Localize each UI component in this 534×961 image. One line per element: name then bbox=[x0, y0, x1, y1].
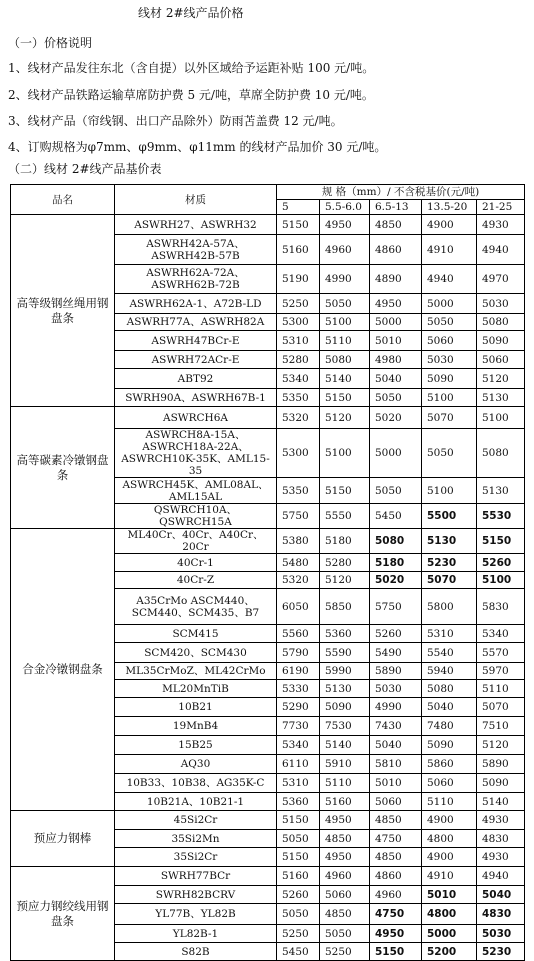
price-cell: 5120 bbox=[477, 736, 525, 755]
price-cell: 6190 bbox=[277, 663, 320, 680]
price-cell: 5040 bbox=[477, 886, 525, 904]
price-cell: 5230 bbox=[477, 943, 525, 961]
price-cell: 5130 bbox=[477, 389, 525, 407]
price-cell: 5310 bbox=[422, 625, 477, 643]
price-cell: 5150 bbox=[277, 215, 320, 235]
price-cell: 5970 bbox=[477, 663, 525, 680]
price-cell: 5120 bbox=[477, 369, 525, 389]
price-cell: 5150 bbox=[277, 848, 320, 867]
material-cell: SWRH77BCr bbox=[115, 867, 277, 886]
price-cell: 5110 bbox=[422, 793, 477, 811]
price-cell: 5090 bbox=[477, 774, 525, 793]
price-cell: 5230 bbox=[422, 554, 477, 572]
price-cell: 5000 bbox=[422, 294, 477, 314]
price-cell: 5180 bbox=[370, 554, 422, 572]
price-cell: 5330 bbox=[277, 680, 320, 698]
material-cell: ABT92 bbox=[115, 369, 277, 389]
price-cell: 5070 bbox=[422, 572, 477, 589]
material-cell: 10B33、10B38、AG35K-C bbox=[115, 774, 277, 793]
price-cell: 5290 bbox=[277, 698, 320, 717]
price-cell: 5060 bbox=[320, 886, 370, 904]
price-cell: 5070 bbox=[422, 407, 477, 429]
price-cell: 4850 bbox=[370, 811, 422, 830]
price-cell: 4940 bbox=[477, 235, 525, 265]
price-cell: 5120 bbox=[320, 407, 370, 429]
price-cell: 5050 bbox=[320, 294, 370, 314]
price-cell: 5300 bbox=[277, 429, 320, 478]
price-cell: 5060 bbox=[370, 793, 422, 811]
price-cell: 5260 bbox=[277, 886, 320, 904]
price-cell: 4850 bbox=[370, 215, 422, 235]
material-cell: ML35CrMoZ、ML42CrMo bbox=[115, 663, 277, 680]
price-cell: 5040 bbox=[370, 736, 422, 755]
material-cell: AQ30 bbox=[115, 755, 277, 774]
price-cell: 5380 bbox=[277, 529, 320, 554]
material-cell: YL77B、YL82B bbox=[115, 904, 277, 925]
material-cell: 40Cr-1 bbox=[115, 554, 277, 572]
price-cell: 4850 bbox=[320, 904, 370, 925]
price-cell: 5830 bbox=[477, 589, 525, 625]
price-cell: 5990 bbox=[320, 663, 370, 680]
price-cell: 5850 bbox=[320, 589, 370, 625]
material-cell: ASWRH62A-72A、ASWRH62B-72B bbox=[115, 265, 277, 294]
price-cell: 5340 bbox=[277, 736, 320, 755]
price-cell: 5050 bbox=[277, 830, 320, 848]
header-spec: 6.5-13 bbox=[370, 200, 422, 215]
price-cell: 5030 bbox=[422, 351, 477, 369]
material-cell: 35Si2Cr bbox=[115, 848, 277, 867]
material-cell: ML20MnTiB bbox=[115, 680, 277, 698]
material-cell: SCM420、SCM430 bbox=[115, 643, 277, 663]
price-cell: 4800 bbox=[422, 904, 477, 925]
price-cell: 4850 bbox=[320, 830, 370, 848]
price-cell: 5030 bbox=[477, 294, 525, 314]
price-cell: 4940 bbox=[477, 867, 525, 886]
price-cell: 4960 bbox=[370, 886, 422, 904]
price-cell: 5300 bbox=[277, 314, 320, 331]
material-cell: 10B21A、10B21-1 bbox=[115, 793, 277, 811]
material-cell: QSWRCH10A、QSWRCH15A bbox=[115, 504, 277, 529]
price-cell: 5090 bbox=[477, 331, 525, 351]
price-cell: 5060 bbox=[477, 351, 525, 369]
price-cell: 5130 bbox=[422, 529, 477, 554]
price-cell: 4950 bbox=[320, 848, 370, 867]
material-cell: ASWRH77A、ASWRH82A bbox=[115, 314, 277, 331]
price-cell: 6110 bbox=[277, 755, 320, 774]
table-row bbox=[11, 867, 525, 886]
price-cell: 5340 bbox=[477, 625, 525, 643]
price-cell: 5130 bbox=[477, 478, 525, 504]
price-cell: 7730 bbox=[277, 717, 320, 736]
price-cell: 5020 bbox=[370, 407, 422, 429]
price-cell: 4950 bbox=[320, 215, 370, 235]
table-row bbox=[11, 529, 525, 554]
price-cell: 4910 bbox=[422, 235, 477, 265]
price-note-4: 4、订购规格为φ7mm、φ9mm、φ11mm 的线材产品加价 30 元/吨。 bbox=[8, 140, 387, 154]
doc-title: 线材 2#线产品价格 bbox=[138, 6, 244, 20]
section-heading-price-table: （二）线材 2#线产品基价表 bbox=[8, 162, 162, 176]
price-cell: 5060 bbox=[422, 774, 477, 793]
price-cell: 5050 bbox=[370, 389, 422, 407]
price-cell: 5790 bbox=[277, 643, 320, 663]
price-cell: 5250 bbox=[277, 925, 320, 943]
table-row bbox=[11, 407, 525, 429]
price-cell: 4930 bbox=[477, 848, 525, 867]
price-cell: 4860 bbox=[370, 867, 422, 886]
price-cell: 5080 bbox=[422, 680, 477, 698]
price-cell: 5060 bbox=[422, 331, 477, 351]
price-cell: 5010 bbox=[422, 886, 477, 904]
price-cell: 7480 bbox=[422, 717, 477, 736]
header-spec-group: 规 格（mm）/ 不含税基价(元/吨) bbox=[277, 185, 525, 200]
price-cell: 5150 bbox=[477, 529, 525, 554]
price-cell: 4750 bbox=[370, 830, 422, 848]
category-cell: 预应力钢棒 bbox=[11, 811, 115, 867]
material-cell: 45Si2Cr bbox=[115, 811, 277, 830]
price-cell: 5160 bbox=[320, 793, 370, 811]
price-cell: 5750 bbox=[370, 589, 422, 625]
price-cell: 4950 bbox=[370, 294, 422, 314]
price-cell: 4980 bbox=[370, 351, 422, 369]
price-cell: 5190 bbox=[277, 265, 320, 294]
price-cell: 5550 bbox=[320, 504, 370, 529]
material-cell: 19MnB4 bbox=[115, 717, 277, 736]
material-cell: ASWRH27、ASWRH32 bbox=[115, 215, 277, 235]
price-cell: 5860 bbox=[422, 755, 477, 774]
price-cell: 7530 bbox=[320, 717, 370, 736]
header-name: 品名 bbox=[11, 185, 115, 215]
price-cell: 5080 bbox=[477, 429, 525, 478]
price-cell: 4830 bbox=[477, 830, 525, 848]
material-cell: ASWRH62A-1、A72B-LD bbox=[115, 294, 277, 314]
price-cell: 5150 bbox=[320, 389, 370, 407]
price-cell: 5100 bbox=[422, 478, 477, 504]
price-cell: 5160 bbox=[277, 235, 320, 265]
price-cell: 5450 bbox=[277, 943, 320, 961]
price-cell: 5050 bbox=[422, 314, 477, 331]
price-cell: 5080 bbox=[477, 314, 525, 331]
material-cell: 35Si2Mn bbox=[115, 830, 277, 848]
header-spec: 5 bbox=[277, 200, 320, 215]
price-cell: 5530 bbox=[477, 504, 525, 529]
material-cell: ASWRH47BCr-E bbox=[115, 331, 277, 351]
price-cell: 5000 bbox=[422, 925, 477, 943]
price-cell: 4950 bbox=[370, 925, 422, 943]
price-cell: 5030 bbox=[477, 925, 525, 943]
material-cell: ASWRCH6A bbox=[115, 407, 277, 429]
price-cell: 5050 bbox=[320, 925, 370, 943]
price-cell: 5000 bbox=[370, 429, 422, 478]
price-cell: 5100 bbox=[477, 407, 525, 429]
header-material: 材质 bbox=[115, 185, 277, 215]
price-cell: 5590 bbox=[320, 643, 370, 663]
price-cell: 7510 bbox=[477, 717, 525, 736]
price-cell: 5150 bbox=[320, 478, 370, 504]
price-cell: 5110 bbox=[320, 331, 370, 351]
price-cell: 5180 bbox=[320, 529, 370, 554]
price-cell: 5280 bbox=[320, 554, 370, 572]
category-cell: 高等级钢丝绳用钢盘条 bbox=[11, 215, 115, 407]
price-cell: 5100 bbox=[477, 572, 525, 589]
category-cell: 高等碳素冷镦钢盘条 bbox=[11, 407, 115, 529]
material-cell: A35CrMo ASCM440、SCM440、SCM435、B7 bbox=[115, 589, 277, 625]
price-cell: 4970 bbox=[477, 265, 525, 294]
material-cell: 40Cr-Z bbox=[115, 572, 277, 589]
price-cell: 5360 bbox=[277, 793, 320, 811]
price-cell: 5120 bbox=[320, 572, 370, 589]
price-cell: 5320 bbox=[277, 407, 320, 429]
price-cell: 5560 bbox=[277, 625, 320, 643]
price-cell: 5570 bbox=[477, 643, 525, 663]
price-cell: 4950 bbox=[320, 811, 370, 830]
price-cell: 5250 bbox=[320, 943, 370, 961]
price-cell: 5090 bbox=[422, 736, 477, 755]
material-cell: 10B21 bbox=[115, 698, 277, 717]
price-cell: 5340 bbox=[277, 369, 320, 389]
header-spec: 13.5-20 bbox=[422, 200, 477, 215]
price-note-2: 2、线材产品铁路运输草席防护费 5 元/吨，草席全防护费 10 元/吨。 bbox=[8, 88, 374, 102]
price-cell: 5070 bbox=[477, 698, 525, 717]
material-cell: SWRH82BCRV bbox=[115, 886, 277, 904]
price-cell: 5150 bbox=[370, 943, 422, 961]
price-cell: 5130 bbox=[320, 680, 370, 698]
price-cell: 5540 bbox=[422, 643, 477, 663]
price-cell: 5010 bbox=[370, 331, 422, 351]
price-cell: 5750 bbox=[277, 504, 320, 529]
material-cell: SWRH90A、ASWRH67B-1 bbox=[115, 389, 277, 407]
price-cell: 5000 bbox=[370, 314, 422, 331]
price-cell: 4960 bbox=[320, 867, 370, 886]
price-cell: 5910 bbox=[320, 755, 370, 774]
price-cell: 5150 bbox=[277, 811, 320, 830]
price-cell: 5100 bbox=[320, 429, 370, 478]
header-spec: 21-25 bbox=[477, 200, 525, 215]
price-cell: 5160 bbox=[277, 867, 320, 886]
price-cell: 5320 bbox=[277, 572, 320, 589]
price-cell: 5030 bbox=[370, 680, 422, 698]
price-cell: 4800 bbox=[422, 830, 477, 848]
price-cell: 5350 bbox=[277, 389, 320, 407]
table-row bbox=[11, 811, 525, 830]
price-cell: 5050 bbox=[277, 904, 320, 925]
price-cell: 5080 bbox=[370, 529, 422, 554]
price-cell: 5480 bbox=[277, 554, 320, 572]
price-cell: 5350 bbox=[277, 478, 320, 504]
price-cell: 4900 bbox=[422, 215, 477, 235]
price-cell: 5110 bbox=[477, 680, 525, 698]
price-cell: 6050 bbox=[277, 589, 320, 625]
price-cell: 5450 bbox=[370, 504, 422, 529]
price-cell: 5110 bbox=[320, 774, 370, 793]
header-spec: 5.5-6.0 bbox=[320, 200, 370, 215]
price-cell: 4990 bbox=[320, 265, 370, 294]
price-cell: 4860 bbox=[370, 235, 422, 265]
price-cell: 5050 bbox=[370, 478, 422, 504]
material-cell: ASWRCH8A-15A、ASWRCH18A-22A、ASWRCH10K-35K、AML15-35 bbox=[115, 429, 277, 478]
price-cell: 5310 bbox=[277, 774, 320, 793]
material-cell: SCM415 bbox=[115, 625, 277, 643]
price-cell: 5890 bbox=[477, 755, 525, 774]
price-cell: 4900 bbox=[422, 811, 477, 830]
price-cell: 4930 bbox=[477, 215, 525, 235]
price-cell: 4830 bbox=[477, 904, 525, 925]
price-cell: 5040 bbox=[370, 369, 422, 389]
price-cell: 5100 bbox=[320, 314, 370, 331]
price-cell: 5810 bbox=[370, 755, 422, 774]
material-cell: ASWRH42A-57A、ASWRH42B-57B bbox=[115, 235, 277, 265]
price-cell: 5800 bbox=[422, 589, 477, 625]
price-cell: 4850 bbox=[370, 848, 422, 867]
price-cell: 4990 bbox=[370, 698, 422, 717]
price-cell: 5020 bbox=[370, 572, 422, 589]
price-note-1: 1、线材产品发往东北（含自提）以外区域给予运距补贴 100 元/吨。 bbox=[8, 61, 375, 75]
price-cell: 4930 bbox=[477, 811, 525, 830]
price-cell: 5280 bbox=[277, 351, 320, 369]
price-cell: 5200 bbox=[422, 943, 477, 961]
material-cell: ASWRH72ACr-E bbox=[115, 351, 277, 369]
price-cell: 5140 bbox=[320, 736, 370, 755]
price-cell: 5040 bbox=[422, 698, 477, 717]
price-cell: 4940 bbox=[422, 265, 477, 294]
price-cell: 5310 bbox=[277, 331, 320, 351]
material-cell: ML40Cr、40Cr、A40Cr、20Cr bbox=[115, 529, 277, 554]
price-note-3: 3、线材产品（帘线钢、出口产品除外）防雨苫盖费 12 元/吨。 bbox=[8, 114, 343, 128]
price-cell: 4960 bbox=[320, 235, 370, 265]
price-cell: 5140 bbox=[477, 793, 525, 811]
material-cell: S82B bbox=[115, 943, 277, 961]
material-cell: 15B25 bbox=[115, 736, 277, 755]
price-cell: 5490 bbox=[370, 643, 422, 663]
price-cell: 4910 bbox=[422, 867, 477, 886]
price-cell: 5010 bbox=[370, 774, 422, 793]
section-heading-price-notes: （一）价格说明 bbox=[8, 36, 93, 50]
price-cell: 5090 bbox=[320, 698, 370, 717]
price-cell: 5360 bbox=[320, 625, 370, 643]
price-cell: 5250 bbox=[277, 294, 320, 314]
price-cell: 5140 bbox=[320, 369, 370, 389]
price-cell: 5080 bbox=[320, 351, 370, 369]
price-cell: 5050 bbox=[422, 429, 477, 478]
category-cell: 预应力钢绞线用钢盘条 bbox=[11, 867, 115, 961]
table-row bbox=[11, 215, 525, 235]
price-cell: 5090 bbox=[422, 369, 477, 389]
price-cell: 5100 bbox=[422, 389, 477, 407]
price-cell: 4750 bbox=[370, 904, 422, 925]
price-cell: 5890 bbox=[370, 663, 422, 680]
material-cell: YL82B-1 bbox=[115, 925, 277, 943]
price-cell: 5500 bbox=[422, 504, 477, 529]
price-cell: 7430 bbox=[370, 717, 422, 736]
price-cell: 5260 bbox=[370, 625, 422, 643]
price-cell: 4890 bbox=[370, 265, 422, 294]
category-cell: 合金冷镦钢盘条 bbox=[11, 529, 115, 811]
price-table bbox=[10, 184, 525, 961]
material-cell: ASWRCH45K、AML08AL、AML15AL bbox=[115, 478, 277, 504]
price-cell: 5940 bbox=[422, 663, 477, 680]
price-cell: 5260 bbox=[477, 554, 525, 572]
price-cell: 4900 bbox=[422, 848, 477, 867]
